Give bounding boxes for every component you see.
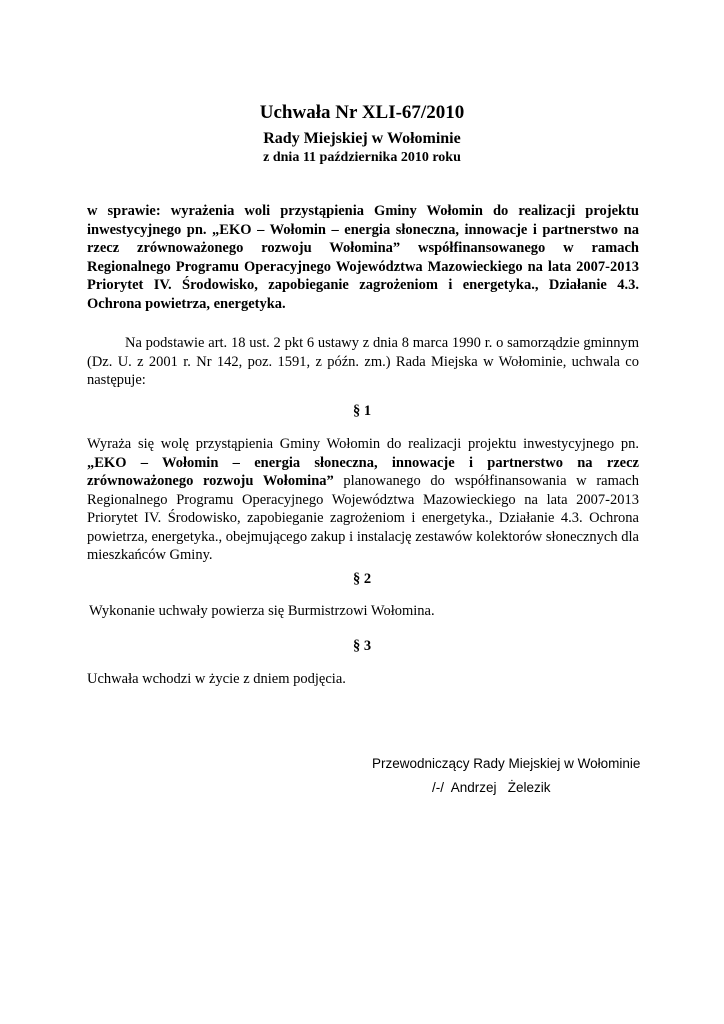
council-name: Rady Miejskiej w Wołominie xyxy=(263,130,461,147)
section-1-text-end: planowanego do współfinansowania w ramach Regionalnego Programu Operacyjnego Województwa Mazowieckiego na lata 2007-2013 Priorytet IV. Środowisko, zapobieganie zagrożeniom i energetyka., Działanie 4.3. Ochrona powietrza, energetyka., obejmującego zakup i instalację zestawów kolektorów słonecznych dla mieszkańców Gminy. xyxy=(87,473,639,563)
section-1-text-start: Wyraża się wolę przystąpienia Gminy Wołomin do realizacji projektu inwestycyjnego pn. xyxy=(87,436,639,452)
section-3-heading: § 3 xyxy=(352,638,372,654)
section-1-heading: § 1 xyxy=(352,403,372,419)
section-1-text xyxy=(87,435,639,565)
section-2-text: Wykonanie uchwały powierza się Burmistrzowi Wołomina. xyxy=(89,603,435,619)
section-3-text: Uchwała wchodzi w życie z dniem podjęcia. xyxy=(87,671,346,687)
resolution-subject: w sprawie: wyrażenia woli przystąpienia Gminy Wołomin do realizacji projektu inwestycyjnego pn. „EKO – Wołomin – energia słoneczna, innowacje i partnerstwo na rzecz zrównoważonego rozwoju Wołomina” współfinansowanego w ramach Regionalnego Programu Operacyjnego Województwa Mazowieckiego na lata 2007-2013 Priorytet IV. Środowisko, zapobieganie zagrożeniom i energetyka., Działanie 4.3. Ochrona powietrza, energetyka. xyxy=(87,203,639,312)
signature-name: /-/ Andrzej Żelezik xyxy=(432,780,551,795)
resolution-date: z dnia 11 października 2010 roku xyxy=(263,150,461,165)
section-2-heading: § 2 xyxy=(352,571,372,587)
signature-title: Przewodniczący Rady Miejskiej w Wołominie xyxy=(372,756,641,771)
legal-basis-paragraph: Na podstawie art. 18 ust. 2 pkt 6 ustawy z dnia 8 marca 1990 r. o samorządzie gminnym (Dz. U. z 2001 r. Nr 142, poz. 1591, z późn. zm.) Rada Miejska w Wołominie, uchwala co następuje: xyxy=(87,335,639,388)
resolution-title: Uchwała Nr XLI-67/2010 xyxy=(259,102,465,123)
project-name-bold: „EKO – Wołomin – energia słoneczna, innowacje i partnerstwo na rzecz zrównoważonego rozwoju Wołomina” xyxy=(87,454,639,489)
